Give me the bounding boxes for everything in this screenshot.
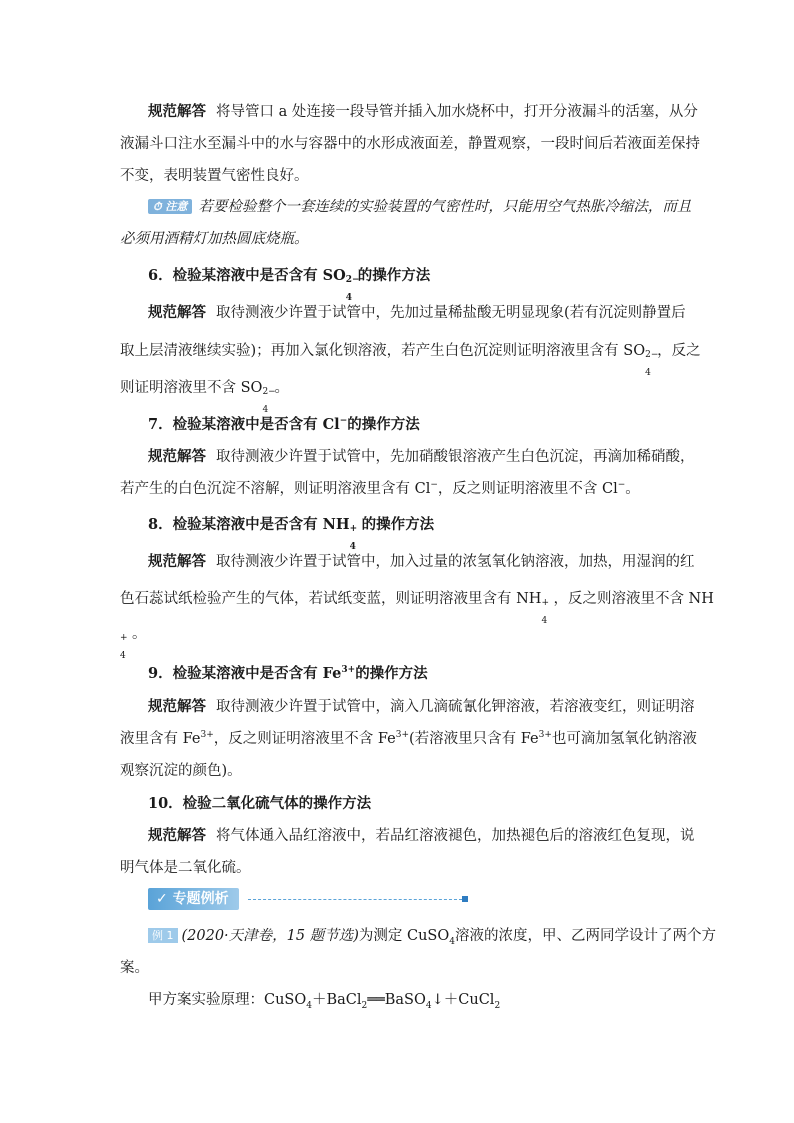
section-title-text: 专题例析 — [172, 891, 229, 907]
paragraph-line — [148, 303, 686, 323]
heading-text: 的操作方法 — [347, 416, 420, 433]
text: 取上层清液继续实验)；再加入氯化钡溶液，若产生白色沉淀则证明溶液里含有 SO — [120, 343, 646, 359]
superscript: 3+ — [395, 730, 409, 741]
note-icon: ⏱ 注意 — [148, 199, 192, 214]
example-badge: 例 1 — [148, 928, 178, 943]
paragraph-line: 液漏斗口注水至漏斗中的水与容器中的水形成液面差，静置观察，一段时间后若液面差保持 — [120, 136, 700, 152]
section-banner — [148, 888, 468, 912]
superscript: 2− — [345, 275, 360, 285]
text: ，反之 — [657, 343, 701, 359]
subscript: 4 — [449, 936, 455, 947]
heading-6 — [148, 266, 431, 303]
paragraph-line: 明气体是二氧化硫。 — [120, 860, 251, 876]
paragraph-line — [120, 378, 289, 415]
subscript: 4 — [306, 1000, 312, 1011]
answer-label: 规范解答 — [148, 448, 206, 465]
superscript: + — [349, 524, 358, 534]
note-icon-label: 注意 — [165, 200, 188, 213]
superscript: 3+ — [538, 730, 552, 741]
answer-label: 规范解答 — [148, 553, 206, 570]
paragraph-line: 不变，表明装置气密性良好。 — [120, 168, 309, 184]
formula: ＋BaCl — [312, 992, 362, 1008]
heading-text: 9．检验某溶液中是否含有 Fe — [148, 665, 342, 682]
subscript: 4 — [425, 1000, 432, 1011]
paragraph-line — [120, 341, 701, 378]
superscript: 3+ — [200, 730, 214, 741]
superscript: 2− — [262, 387, 276, 397]
note-text: 若要检验整个一套连续的实验装置的气密性时，只能用空气热胀冷缩法，而且 — [198, 199, 692, 215]
text: ，反之则证明溶液里不含 Fe — [213, 731, 396, 747]
heading-text: 6．检验某溶液中是否含有 SO — [148, 267, 346, 284]
text: 将导管口 a 处连接一段导管并插入加水烧杯中，打开分液漏斗的活塞，从分 — [216, 104, 698, 120]
heading-text: 的操作方法 — [355, 665, 428, 682]
principle-line — [148, 990, 500, 1010]
superscript: + — [541, 598, 549, 608]
heading-text: 的操作方法 — [357, 267, 431, 284]
answer-label: 规范解答 — [148, 304, 206, 321]
subscript: 4 — [349, 542, 356, 552]
superscript: 2− — [645, 350, 659, 360]
text: 。 — [132, 626, 147, 642]
text: 将气体通入品红溶液中，若品红溶液褪色，加热褪色后的溶液红色复现，说 — [216, 828, 695, 844]
subscript: 2 — [494, 1000, 501, 1011]
formula: ↓＋CuCl — [431, 992, 495, 1008]
note-line: 必须用酒精灯加热圆底烧瓶。 — [120, 231, 309, 247]
answer-label: 规范解答 — [148, 698, 206, 715]
text: 若产生的白色沉淀不溶解，则证明溶液里含有 Cl — [120, 481, 431, 497]
subscript: 4 — [262, 405, 269, 415]
subscript: 4 — [345, 293, 353, 303]
example-line — [148, 926, 716, 946]
heading-10: 10．检验二氧化硫气体的操作方法 — [148, 795, 372, 812]
paragraph-line — [148, 552, 695, 572]
text: 液里含有 Fe — [120, 731, 201, 747]
superscript: 3+ — [341, 665, 356, 676]
text: 也可滴加氢氧化钠溶液 — [551, 731, 697, 747]
example-line: 案。 — [120, 960, 149, 976]
subscript: 4 — [645, 368, 651, 378]
paragraph-line — [148, 102, 698, 122]
paragraph-line — [148, 826, 695, 846]
answer-label: 规范解答 — [148, 103, 206, 120]
paragraph-line — [120, 479, 640, 499]
text: 则证明溶液里不含 SO — [120, 380, 263, 396]
subscript: 2 — [361, 1000, 368, 1011]
text: 色石蕊试纸检验产生的气体，若试纸变蓝，则证明溶液里含有 NH — [120, 591, 542, 607]
paragraph-line — [120, 624, 147, 661]
text: 。 — [274, 380, 289, 396]
text: 取待测液少许置于试管中，先加硝酸银溶液产生白色沉淀，再滴加稀硝酸， — [216, 449, 695, 465]
heading-8 — [148, 515, 435, 552]
section-divider — [248, 899, 462, 900]
superscript: − — [430, 480, 438, 491]
subscript: 4 — [120, 651, 126, 661]
superscript: − — [339, 416, 348, 427]
paragraph-line — [148, 447, 695, 467]
text: 为测定 CuSO — [358, 928, 450, 944]
paragraph-line — [120, 729, 697, 749]
text: ，反之则证明溶液里不含 Cl — [437, 481, 618, 497]
text: 溶液的浓度，甲、乙两同学设计了两个方 — [455, 928, 716, 944]
heading-text: 7．检验某溶液中是否含有 Cl — [148, 416, 340, 433]
text: 取待测液少许置于试管中，先加过量稀盐酸无明显现象(若有沉淀则静置后 — [216, 305, 686, 321]
heading-text: 8．检验某溶液中是否含有 NH — [148, 516, 350, 533]
paragraph-line: 观察沉淀的颜色)。 — [120, 763, 242, 779]
text: 。 — [625, 481, 640, 497]
superscript: − — [617, 480, 626, 491]
subscript: 4 — [541, 616, 548, 626]
note-line — [148, 197, 691, 217]
example-source: (2020·天津卷，15 题节选) — [181, 928, 359, 944]
formula: CuSO — [264, 992, 307, 1008]
formula: ══BaSO — [367, 992, 426, 1008]
text: (若溶液里只含有 Fe — [409, 731, 539, 747]
principle-label: 甲方案实验原理： — [148, 992, 264, 1008]
paragraph-line — [148, 697, 695, 717]
heading-9 — [148, 664, 428, 684]
text: ，反之则溶液里不含 NH — [553, 591, 714, 607]
heading-7 — [148, 415, 420, 435]
heading-text: 的操作方法 — [361, 516, 435, 533]
text: 取待测液少许置于试管中，加入过量的浓氢氧化钠溶液，加热，用湿润的红 — [216, 554, 695, 570]
text: 取待测液少许置于试管中，滴入几滴硫氰化钾溶液，若溶液变红，则证明溶 — [216, 699, 695, 715]
answer-label: 规范解答 — [148, 827, 206, 844]
superscript: + — [120, 633, 128, 643]
section-divider-end — [462, 896, 468, 902]
section-title: ✓ 专题例析 — [148, 888, 239, 910]
paragraph-line — [120, 589, 714, 626]
